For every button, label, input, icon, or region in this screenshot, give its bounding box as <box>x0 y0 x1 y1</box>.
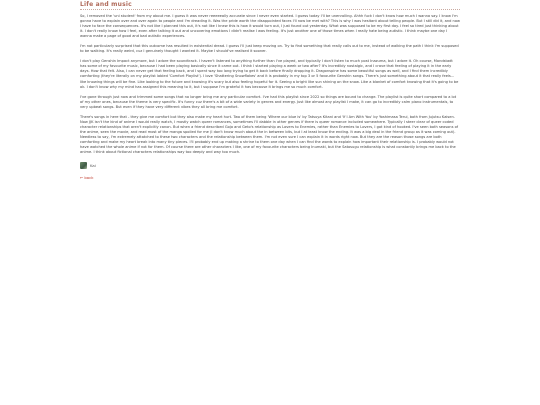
signature <box>80 161 460 169</box>
avatar <box>80 162 87 169</box>
page-title: Life and music <box>80 1 132 8</box>
signature-name: Kai <box>90 162 96 168</box>
paragraph: I'm not particularly surprised that this outcome has resulted in existential dread. I guess I'll just keep moving on. Try to find something that really calls out to me, instead of walking the path I think I'm supposed to be walking. It's really weird, cuz I genuinely thought I wanted it. Maybe I should've realised it sooner. <box>80 44 459 54</box>
paragraph: I don't play Genshin Impact anymore, but I adore the soundtrack. I haven't listened to anything further than I've played, and typically I don't listen to much post Inazuma, but I adore it. Oh course, Mondstadt has some of my favourite music, because I had been playing basically since it came out. I think I started playing a week or two after? It's incredibly nostalgic, and I crave that feeling of playing it in the early days. How that felt. Also, I can never get that feeling back, and I spent way too long trying to get it back before finally dropping it. Dragonspine has some beautiful songs as well, and I find them incredibly comforting (they're literally on my playlist labled 'Comfort Playlist'). I love 'Shattering Snowflakes' and it is probably in my top 3 or 5 favourite Genshin songs. There's just something about it that really feels... like knowing things will be fine. Like looking to the future and knowing it's scary but also feeling hopeful for it. Seeing a bright like sun shining on the snow. Like a blanket of comfort knowing that it's going to be ok. I don't know why my mind has assigned this meaning to it, but I suppose I'm grateful it has because it brings me so much comfort. <box>80 59 459 89</box>
paragraph: I've gone through just now and trimmed some songs that no longer bring me any particular comfort. I've had this playlist since 2022 so things are bound to change. The playlist is quite short compared to a lot of my other ones, because the theme is very specific. It's funny cuz there's a bit of a wide variety in genres and energy. Just like almost any playlist I make, it can go to incredibly calm piano instrumentals, to very upbeat songs. But even if they have very different vibes they all bring me comfort. <box>80 94 457 109</box>
paragraph: There's songs in here that - they give me comfort but they also make my heart hurt. Two of them being 'Where our blue is' by Tatsuya Kitani and 'If I Am With You' by Yoshimasa Terui, both from Jujutsu Kaisen. Now JJK isn't the kind of anime I would really watch, I mostly watch queer romances, sometimes I'll dabble in other genres if there is queer romance included somewhere. Typically I steer clear of queer coded character relationships that aren't explicitly canon. But when a friend described Gojo and Geto's relationship as Lovers to Enemies, rather than Enemies to Lovers, I got kind of hooked. I've seen both seasons of the anime, seen the movie, and read most of the manga spoiled for me (I don't know much about the in between bits, but I at least know the ending. It was a big deal in the friend group as it was coming out). Needless to say, I'm extremely attatched to these two characters and the relationship between them. I'm not even sure I can explain it in words right now. But they are the reason those songs are both comforting and make my heart break into many tiny pieces. I'll probably end up making a shrine to them one day when I can find the words to explain how important their relationship is. I probably would not have watched the whole anime if not for them. Of course there are other characters I like, one of my favourite characters being Inumaki, but the Satosugu relationship is what constantly brings me back to the anime. I think about fictional characters relationships way too deeply and way too much. <box>80 114 459 155</box>
back-link[interactable]: ← back <box>80 175 94 181</box>
title-divider <box>80 9 460 10</box>
entry <box>80 0 460 180</box>
paragraph: So, I removed the 'uni student' from my about me. I guess it was never reeeeeally accurate since I never even started. I guess today I'll be unenrolling. Ahhh fuck I don't know how much I wanna say. I know I'm gonna have to explain over and over again to people and I'm dreading it. Was the pride worth the disappointed faces I'll now be met with? This is why I was hesitant about telling people. But I still did it, and now I have to face the consequences. It's not like I planned this out, it's not like I knew this is how it would turn out, I just found out yesterday. What was supposed to be my first day. I feel so tired just thinking about it. I don't really know how I feel, even after talking it out and uncovering emotions I didn't realise I was feeling. It's just another one of those times when I really hate being autistic. I think maybe one day I wanna make a page of good and bad autistic experiences. <box>80 14 460 39</box>
